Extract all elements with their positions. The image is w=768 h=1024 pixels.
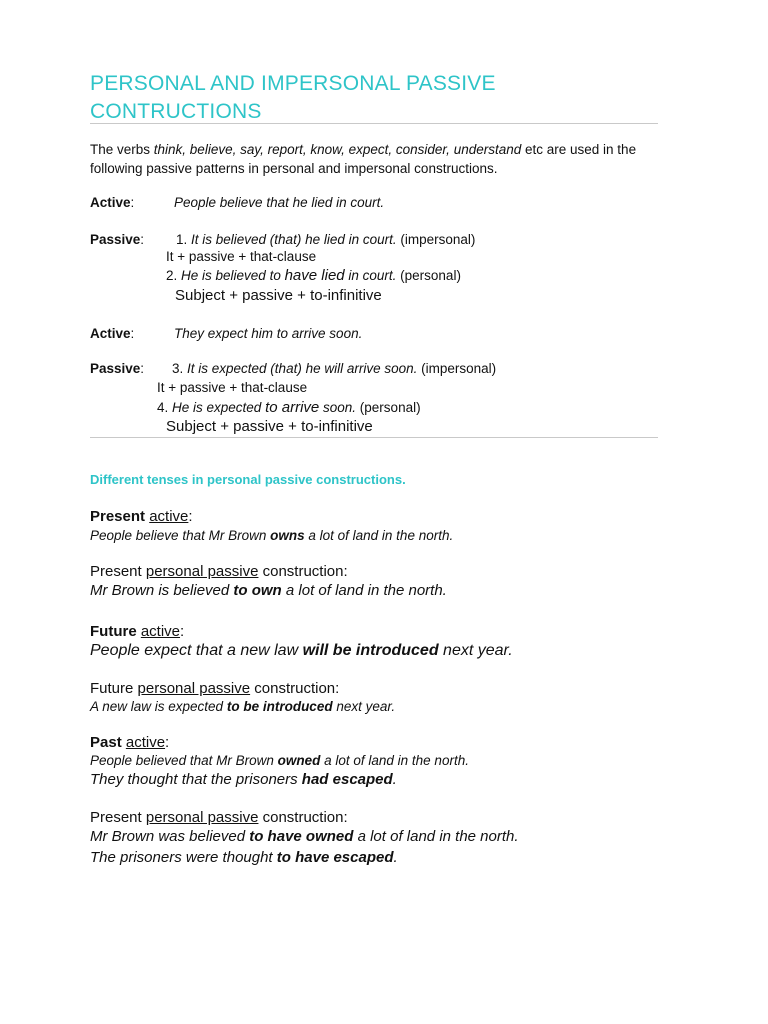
active-sentence: People believe that he lied in court. — [174, 195, 385, 210]
passive-example-1: 1. It is believed (that) he lied in court. (impersonal) — [176, 232, 476, 247]
pattern-personal-2: Subject + passive + to-infinitive — [166, 418, 373, 435]
intro-paragraph — [90, 141, 670, 178]
intro-prefix: The verbs — [90, 142, 154, 157]
present-passive-sentence: Mr Brown is believed to own a lot of land in the north. — [90, 582, 447, 599]
pattern-impersonal-1: It + passive + that-clause — [166, 249, 317, 264]
future-active-sentence: People expect that a new law will be introduced next year. — [90, 642, 513, 659]
future-active-label: Future active: — [90, 623, 185, 640]
active-label-2: Active: — [90, 326, 135, 341]
title-line-1: PERSONAL AND IMPERSONAL PASSIVE — [90, 72, 496, 95]
active-sentence-2: They expect him to arrive soon. — [174, 326, 363, 341]
future-passive-label: Future personal passive construction: — [90, 680, 340, 697]
past-passive-sentence-2: The prisoners were thought to have escaped. — [90, 849, 398, 866]
title-line-2: CONTRUCTIONS — [90, 100, 262, 123]
passive-example-4: 4. He is expected to arrive soon. (personal) — [157, 399, 421, 416]
passive-example-2: 2. He is believed to have lied in court. (personal) — [166, 267, 461, 284]
past-active-sentence-2: They thought that the prisoners had escaped. — [90, 771, 397, 788]
section-subheading: Different tenses in personal passive constructions. — [90, 472, 406, 487]
present-passive-label: Present personal passive construction: — [90, 563, 348, 580]
present-active-label: Present active: — [90, 508, 193, 525]
passive-example-3: 3. It is expected (that) he will arrive soon. (impersonal) — [172, 361, 497, 376]
past-active-sentence-1: People believed that Mr Brown owned a lot of land in the north. — [90, 753, 469, 768]
pattern-personal-1: Subject + passive + to-infinitive — [175, 287, 382, 304]
section-divider — [90, 437, 658, 438]
page-title — [90, 70, 496, 126]
passive-label-2: Passive: — [90, 361, 145, 376]
future-passive-sentence: A new law is expected to be introduced next year. — [90, 699, 396, 714]
present-active-sentence: People believe that Mr Brown owns a lot of land in the north. — [90, 528, 454, 543]
pattern-impersonal-2: It + passive + that-clause — [157, 380, 308, 395]
intro-verbs: think, believe, say, report, know, expect, consider, understand — [153, 142, 522, 157]
past-passive-label: Present personal passive construction: — [90, 809, 348, 826]
title-divider — [90, 123, 658, 124]
intro-suffix: etc are used in the following passive patterns in personal and impersonal constructions. — [90, 142, 637, 176]
past-passive-sentence-1: Mr Brown was believed to have owned a lot of land in the north. — [90, 828, 519, 845]
active-label: Active: — [90, 195, 135, 210]
passive-label: Passive: — [90, 232, 145, 247]
past-active-label: Past active: — [90, 734, 170, 751]
